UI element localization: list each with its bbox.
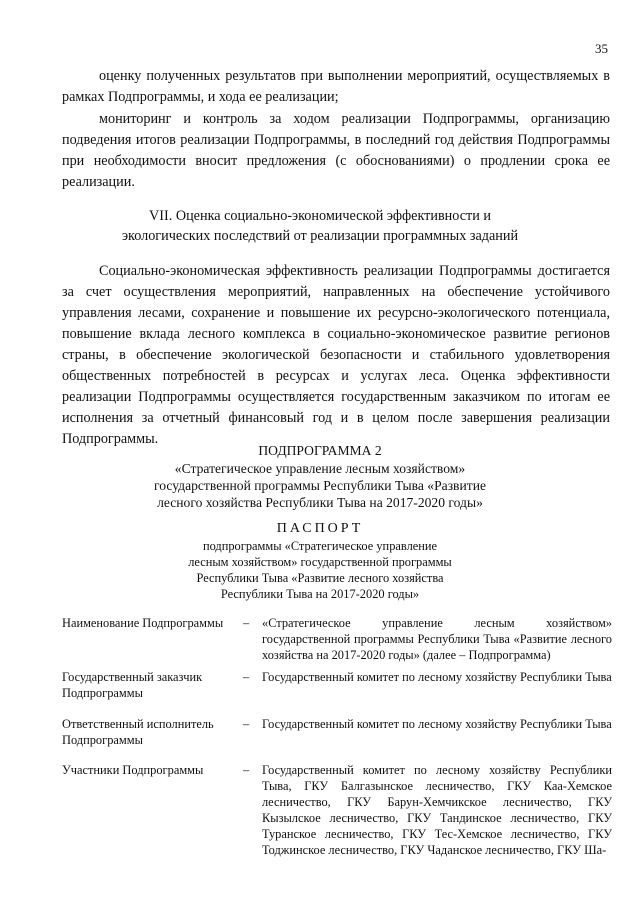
subprogram-title: ПОДПРОГРАММА 2 — [258, 443, 382, 458]
passport-row-value: Государственный комитет по лесному хозяйству Республики Тыва — [262, 670, 612, 684]
passport-row-dash: – — [243, 670, 250, 684]
subprogram-program-line-1: государственной программы Республики Тыва «Развитие — [153, 478, 487, 493]
passport-row-value: Государственный комитет по лесному хозяйству Республики Тыва — [262, 717, 612, 731]
paragraph-effectiveness: Социально-экономическая эффективность реализации Подпрограммы достигается за счет осуществления мероприятий, направленных на обеспечение устойчивого управления лесами, сохранение и повышение их ресурсно-экологического потенциала, повышение вклада лесного комплекса в социально-экономическое развитие регионов страны, в обеспечение экологической безопасности и стабильного удовлетворения общественных потребностей в ресурсах и услугах леса. Оценка эффективности реализации Подпрограммы осуществляется государственным заказчиком по итогам ее исполнения за отчетный финансовый год и в целом после завершения реализации Подпрограммы. — [62, 263, 610, 447]
passport-row-dash: – — [243, 616, 250, 630]
section-title-line-2: экологических последствий от реализации программных заданий — [121, 228, 519, 244]
subprogram-name: «Стратегическое управление лесным хозяйством» — [174, 461, 466, 476]
paragraph-results-assessment: оценку полученных результатов при выполнении мероприятий, осуществляемых в рамках Подпрограммы, и хода ее реализации; — [62, 68, 610, 105]
paragraph-monitoring: мониторинг и контроль за ходом реализации Подпрограммы, организацию подведения итогов реализации Подпрограммы, в последний год действия Подпрограммы при необходимости вносит предложения (с обоснованиями) о продлении срока ее реализации. — [62, 111, 610, 190]
passport-row-label: Наименование Подпрограммы — [62, 616, 224, 630]
passport-subtitle-line-3: Республики Тыва «Развитие лесного хозяйства — [196, 571, 444, 585]
passport-subtitle-line-2: лесным хозяйством» государственной программы — [188, 555, 452, 569]
passport-row-label: Государственный заказчик Подпрограммы — [62, 670, 203, 700]
page-number: 35 — [595, 41, 608, 56]
section-title-line-1: VII. Оценка социально-экономической эффективности и — [149, 208, 491, 224]
passport-row-label: Участники Подпрограммы — [62, 763, 204, 777]
passport-subtitle-line-1: подпрограммы «Стратегическое управление — [202, 539, 438, 553]
passport-heading: ПАСПОРТ — [276, 521, 364, 536]
passport-row-value: Государственный комитет по лесному хозяйству Республики Тыва, ГКУ Балгазынское лесничество, ГКУ Каа-Хемское лесничество, ГКУ Барун-Хемчикское лесничество, ГКУ Кызылское лесничество, ГКУ Тандинское лесничество, ГКУ Туранское лесничество, ГКУ Тес-Хемское лесничество, ГКУ Тоджинское лесничество, ГКУ Чаданское лесничество, ГКУ Ша- — [262, 763, 612, 857]
passport-subtitle-line-4: Республики Тыва на 2017-2020 годы» — [220, 587, 420, 601]
subprogram-program-line-2: лесного хозяйства Республики Тыва на 2017-2020 годы» — [157, 495, 483, 510]
passport-row-label: Ответственный исполнитель Подпрограммы — [62, 717, 214, 747]
passport-row-value: «Стратегическое управление лесным хозяйством» государственной программы Республики Тыва «Развитие лесного хозяйства на 2017-2020 годы» (далее – Подпрограмма) — [262, 616, 612, 662]
passport-row-dash: – — [243, 717, 250, 731]
passport-row-dash: – — [243, 763, 250, 777]
